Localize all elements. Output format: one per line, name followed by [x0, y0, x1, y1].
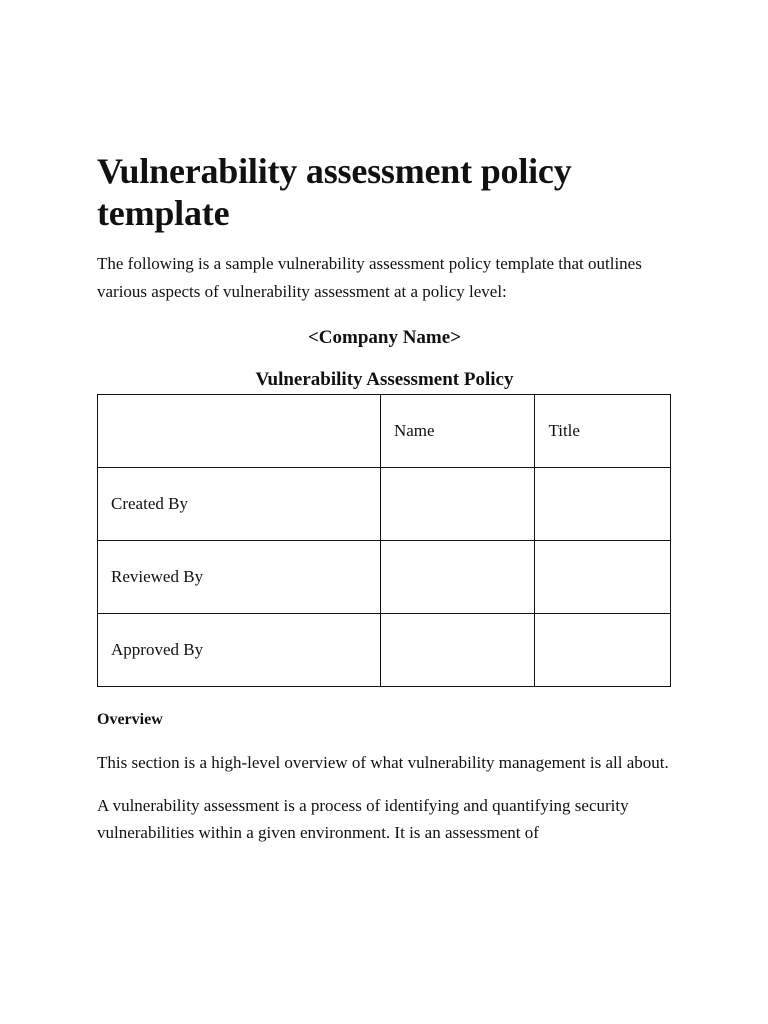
row-label-cell: Approved By	[98, 614, 381, 687]
name-cell	[380, 541, 534, 614]
overview-paragraph: A vulnerability assessment is a process of identifying and quantifying security vulnerabilities within a given environment. It is an assessment of	[97, 796, 629, 842]
table-row	[98, 541, 671, 614]
table-header-cell: Title	[535, 395, 671, 468]
table-row	[98, 468, 671, 541]
overview-heading: Overview	[97, 711, 163, 728]
name-cell	[380, 468, 534, 541]
document-title: Vulnerability assessment policy template	[97, 151, 572, 233]
company-name-placeholder: <Company Name>	[307, 327, 462, 348]
row-label-cell: Created By	[98, 468, 381, 541]
title-cell	[535, 468, 671, 541]
name-cell	[380, 614, 534, 687]
title-cell	[535, 541, 671, 614]
overview-paragraph: This section is a high-level overview of what vulnerability management is all about.	[97, 753, 669, 772]
document-page	[97, 150, 672, 392]
intro-paragraph: The following is a sample vulnerability assessment policy template that outlines various aspects of vulnerability assessment at a policy level:	[97, 254, 642, 301]
title-cell	[535, 614, 671, 687]
table-header-cell	[98, 395, 381, 468]
policy-title: Vulnerability Assessment Policy	[255, 369, 514, 390]
table-row	[98, 614, 671, 687]
overview-section	[97, 708, 672, 846]
approval-table	[97, 394, 671, 687]
table-header-cell: Name	[380, 395, 534, 468]
table-header-row	[98, 395, 671, 468]
row-label-cell: Reviewed By	[98, 541, 381, 614]
